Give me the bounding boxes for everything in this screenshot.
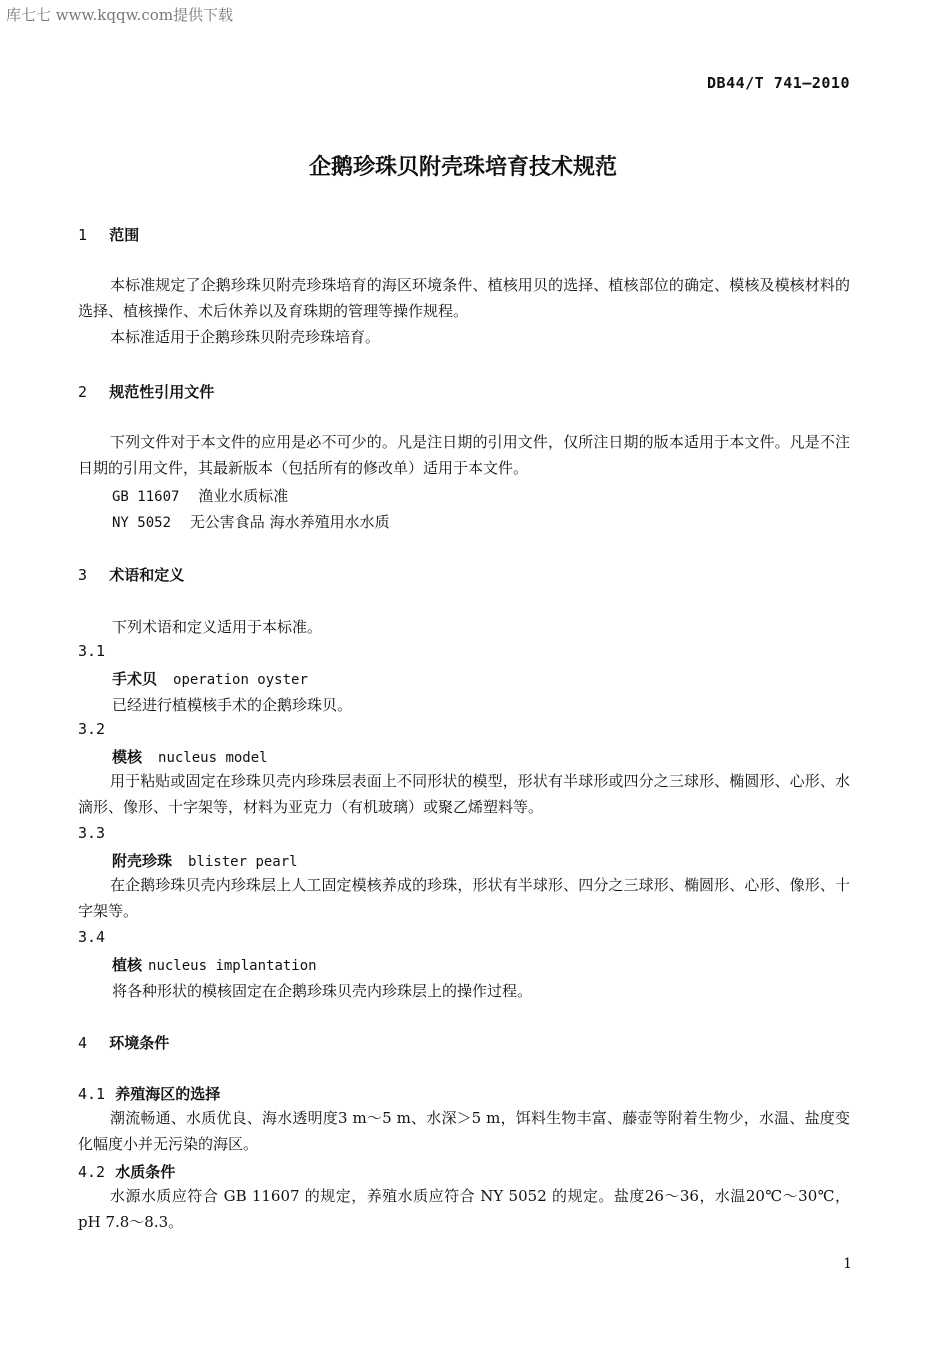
document-title: 企鹅珍珠贝附壳珠培育技术规范 — [308, 155, 617, 180]
section-3-heading — [78, 564, 184, 585]
subsection-text: 潮流畅通、水质优良、海水透明度3 m～5 m、水深＞5 m，饵料生物丰富、藤壶等附着生物少，水温、盐度变化幅度小并无污染的海区。 — [78, 1109, 850, 1153]
term-definition: 已经进行植模核手术的企鹅珍珠贝。 — [112, 696, 353, 714]
section-title: 术语和定义 — [109, 566, 185, 584]
subsection-title: 养殖海区的选择 — [115, 1085, 221, 1103]
term-en: nucleus model — [158, 750, 268, 766]
section-2-heading — [78, 381, 214, 402]
reference-name: 渔业水质标准 — [198, 487, 289, 505]
term-entry — [112, 954, 317, 975]
section-number: 3 — [78, 566, 88, 584]
term-zh: 植核 — [112, 956, 143, 974]
term-entry — [112, 668, 308, 689]
clause-number: 3.3 — [78, 824, 106, 842]
subsection-text: 水源水质应符合 GB 11607 的规定，养殖水质应符合 NY 5052 的规定。盐度26～36，水温20℃～30℃，pH 7.8～8.3。 — [78, 1187, 850, 1231]
clause-number: 3.4 — [78, 928, 106, 946]
section-title: 规范性引用文件 — [109, 383, 215, 401]
reference-code: NY 5052 — [112, 515, 172, 531]
subsection-title: 水质条件 — [115, 1163, 176, 1181]
subsection-heading — [78, 1083, 220, 1104]
reference-code: GB 11607 — [112, 489, 180, 505]
section-4-heading — [78, 1032, 169, 1053]
term-zh: 附壳珍珠 — [112, 852, 173, 870]
term-definition: 将各种形状的模核固定在企鹅珍珠贝壳内珍珠层上的操作过程。 — [112, 982, 533, 1000]
term-zh: 手术贝 — [112, 670, 158, 688]
document-number: DB44/T 741—2010 — [707, 74, 850, 92]
section-number: 2 — [78, 383, 88, 401]
subsection-number: 4.1 — [78, 1085, 106, 1103]
reference-item — [112, 485, 288, 506]
term-entry — [112, 746, 268, 767]
page-number: 1 — [843, 1256, 852, 1272]
references-paragraph: 下列文件对于本文件的应用是必不可少的。凡是注日期的引用文件，仅所注日期的版本适用于本文件。凡是不注日期的引用文件，其最新版本（包括所有的修改单）适用于本文件。 — [78, 433, 850, 477]
subsection-heading — [78, 1161, 175, 1182]
scope-paragraph-2: 本标准适用于企鹅珍珠贝附壳珍珠培育。 — [110, 328, 381, 346]
section-title: 环境条件 — [109, 1034, 170, 1052]
reference-item — [112, 511, 390, 532]
clause-number: 3.2 — [78, 720, 106, 738]
term-en: nucleus implantation — [148, 958, 317, 974]
scope-paragraph-1: 本标准规定了企鹅珍珠贝附壳珍珠培育的海区环境条件、植核用贝的选择、植核部位的确定、模核及模核材料的选择、植核操作、术后休养以及育珠期的管理等操作规程。 — [78, 276, 850, 320]
term-en: blister pearl — [188, 854, 298, 870]
term-en: operation oyster — [173, 672, 308, 688]
clause-number: 3.1 — [78, 642, 106, 660]
term-entry — [112, 850, 298, 871]
terms-intro: 下列术语和定义适用于本标准。 — [112, 618, 323, 636]
section-number: 1 — [78, 226, 88, 244]
term-definition: 在企鹅珍珠贝壳内珍珠层上人工固定模核养成的珍珠，形状有半球形、四分之三球形、椭圆形、心形、像形、十字架等。 — [78, 876, 850, 920]
section-title: 范围 — [109, 226, 140, 244]
reference-name: 无公害食品 海水养殖用水水质 — [189, 513, 390, 531]
term-zh: 模核 — [112, 748, 143, 766]
section-number: 4 — [78, 1034, 88, 1052]
subsection-number: 4.2 — [78, 1163, 106, 1181]
watermark: 库七七 www.kqqw.com提供下载 — [6, 6, 234, 24]
section-1-heading — [78, 224, 139, 245]
term-definition: 用于粘贴或固定在珍珠贝壳内珍珠层表面上不同形状的模型，形状有半球形或四分之三球形、椭圆形、心形、水滴形、像形、十字架等，材料为亚克力（有机玻璃）或聚乙烯塑料等。 — [78, 772, 850, 816]
